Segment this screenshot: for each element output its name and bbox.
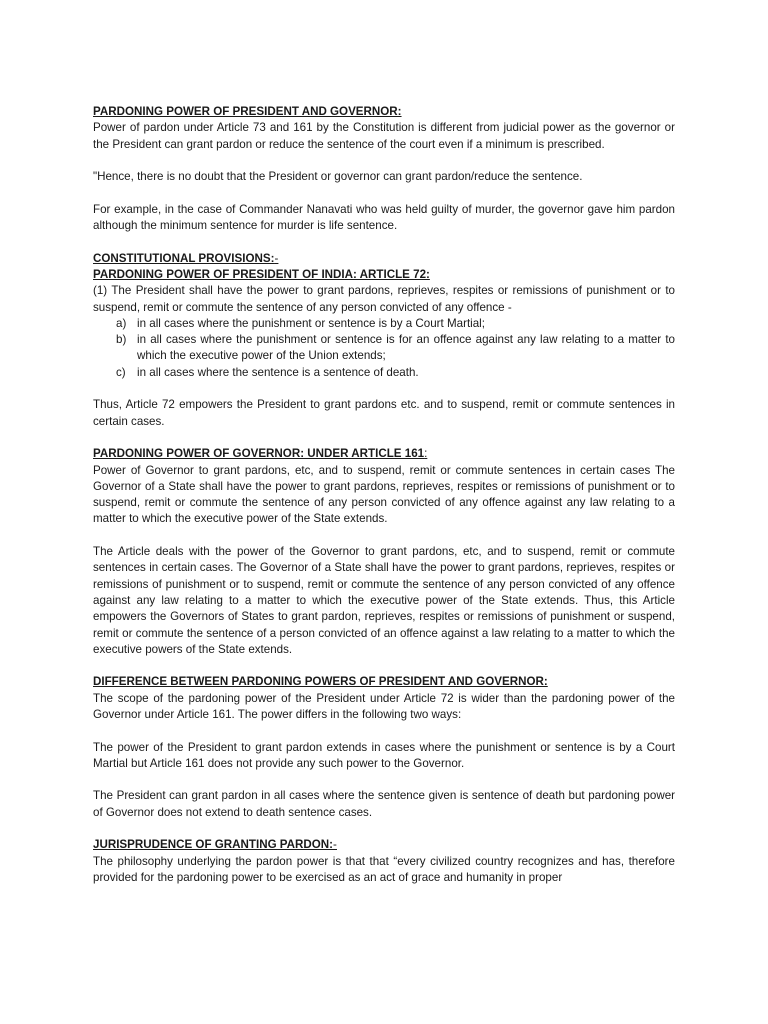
heading-article-161: PARDONING POWER OF GOVERNOR: UNDER ARTICLE 161: <box>93 447 428 461</box>
paragraph: The scope of the pardoning power of the President under Article 72 is wider than the pardoning power of the Governor under Article 161. The power differs in the following two ways: <box>93 691 675 721</box>
heading-article-72: PARDONING POWER OF PRESIDENT OF INDIA: ARTICLE 72: <box>93 267 430 281</box>
list-item <box>93 365 675 381</box>
paragraph: The President can grant pardon in all cases where the sentence given is sentence of death but pardoning power of Governor does not extend to death sentence cases. <box>93 789 675 819</box>
heading-jurisprudence: JURISPRUDENCE OF GRANTING PARDON:- <box>93 838 337 852</box>
list-marker: b) <box>116 333 127 347</box>
paragraph: The Article deals with the power of the Governor to grant pardons, etc, and to suspend, remit or commute sentences in certain cases. The Governor of a State shall have the power to grant pardons, reprieves, respites or remissions of punishment or to suspend, remit or commute the sentence of any person convicted of any offence against any law relating to a matter to which the executive power of the State extends. Thus, this Article empowers the Governors of States to grant pardon, reprieves, respites or remissions of punishment or suspend, remit or commute the sentence of a person convicted of an offence against a law relating to a matter to which the executive powers of the State extends. <box>93 545 675 656</box>
paragraph: "Hence, there is no doubt that the President or governor can grant pardon/reduce the sentence. <box>93 170 583 184</box>
list-item-text: in all cases where the punishment or sentence is by a Court Martial; <box>137 316 485 330</box>
list-item <box>93 316 675 332</box>
paragraph: The power of the President to grant pardon extends in cases where the punishment or sentence is by a Court Martial but Article 161 does not provide any such power to the Governor. <box>93 740 675 770</box>
heading-difference: DIFFERENCE BETWEEN PARDONING POWERS OF PRESIDENT AND GOVERNOR: <box>93 675 548 689</box>
list-item-text: in all cases where the punishment or sentence is for an offence against any law relating to a matter to which the executive power of the Union extends; <box>137 333 675 363</box>
heading-constitutional-provisions: CONSTITUTIONAL PROVISIONS:- <box>93 251 279 265</box>
list-item <box>93 332 675 365</box>
paragraph: The philosophy underlying the pardon power is that that “every civilized country recognizes and has, therefore provided for the pardoning power to be exercised as an act of grace and humanity in proper <box>93 854 675 884</box>
heading-pardoning-power: PARDONING POWER OF PRESIDENT AND GOVERNOR: <box>93 105 402 118</box>
list-marker: a) <box>116 316 127 330</box>
paragraph: (1) The President shall have the power to grant pardons, reprieves, respites or remissions of punishment or to suspend, remit or commute the sentence of any person convicted of any offence - <box>93 284 675 314</box>
paragraph: Power of Governor to grant pardons, etc, and to suspend, remit or commute sentences in certain cases The Governor of a State shall have the power to grant pardons, reprieves, respites or remissions of punishment or to suspend, remit or commute the sentence of any person convicted of any offence against any law relating to a matter to which the executive power of the State extends. <box>93 463 675 526</box>
clause-list <box>93 316 675 381</box>
paragraph: For example, in the case of Commander Nanavati who was held guilty of murder, the governor gave him pardon although the minimum sentence for murder is life sentence. <box>93 202 675 233</box>
paragraph: Thus, Article 72 empowers the President to grant pardons etc. and to suspend, remit or commute sentences in certain cases. <box>93 398 675 428</box>
paragraph: Power of pardon under Article 73 and 161 by the Constitution is different from judicial power as the governor or the President can grant pardon or reduce the sentence of the court even if a minimum is prescribed. <box>93 121 675 151</box>
list-item-text: in all cases where the sentence is a sentence of death. <box>137 365 419 379</box>
document-body <box>93 104 675 886</box>
list-marker: c) <box>116 365 126 379</box>
